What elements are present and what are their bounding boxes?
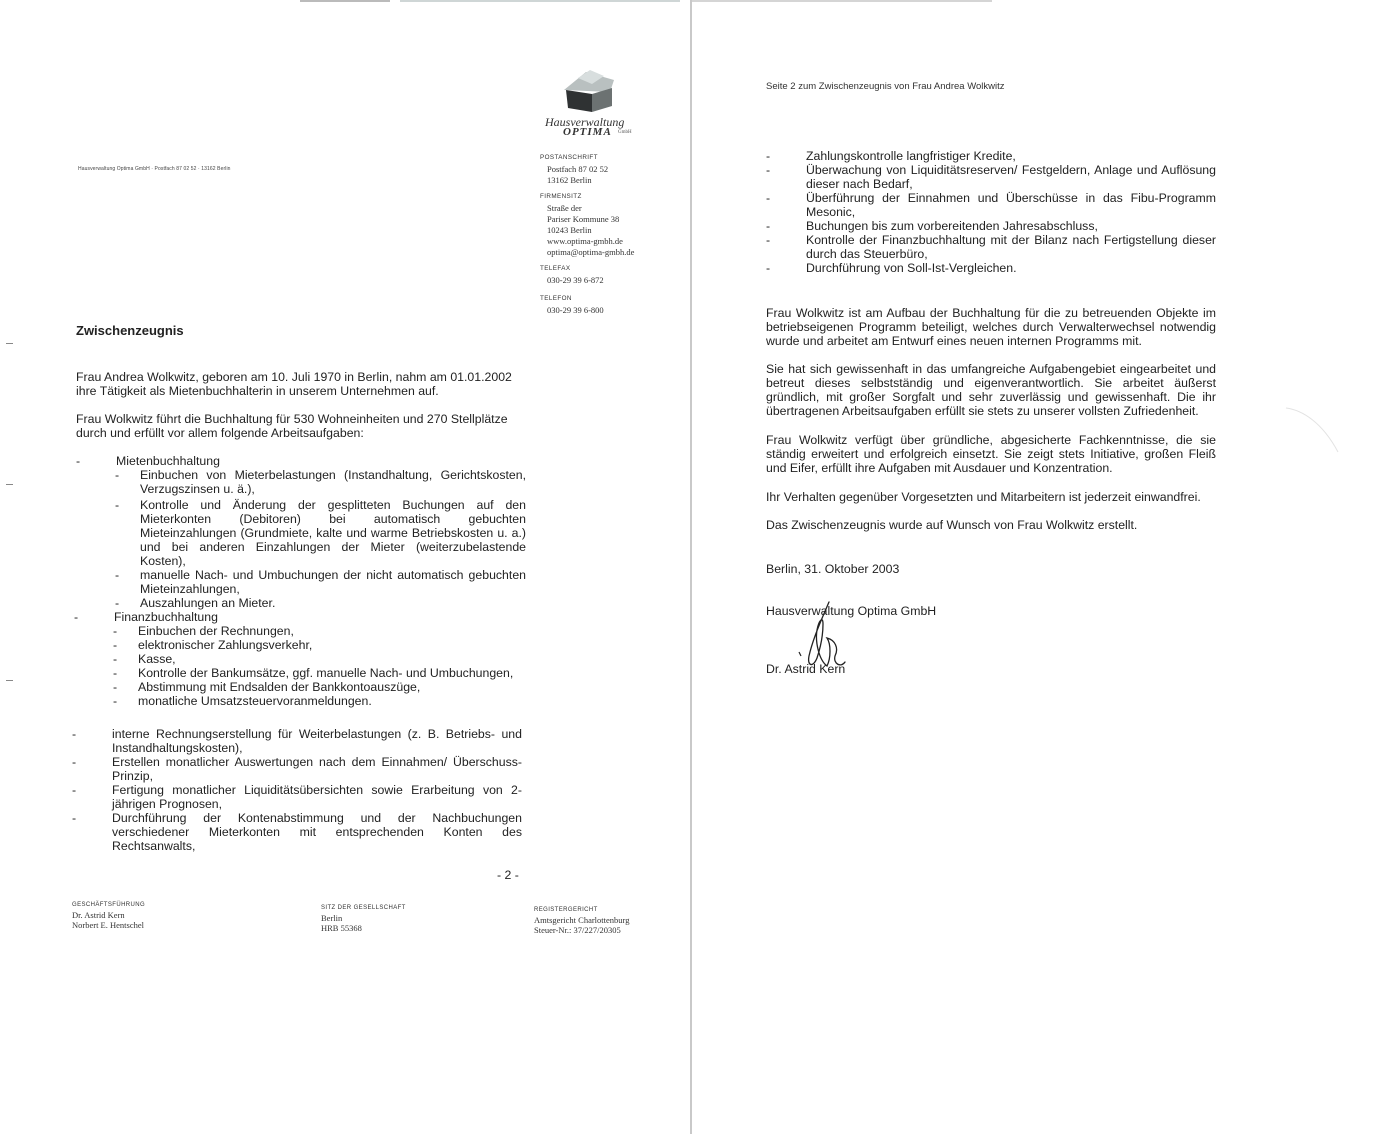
list-item xyxy=(115,498,526,568)
paragraph-development: Frau Wolkwitz ist am Aufbau der Buchhaltung für die zu betreuenden Objekte im betriebseigenen Programm beteiligt, welches durch Verwalterwechsel notwendig wurde und arbeitet am Entwurf eines neuen internen Programms mit. xyxy=(766,306,1216,348)
list-item-text: Kasse, xyxy=(138,652,176,666)
list-dash: - xyxy=(766,191,771,205)
continuation-header: Seite 2 zum Zwischenzeugnis von Frau Andrea Wolkwitz xyxy=(766,81,1005,92)
sender-line: Hausverwaltung Optima GmbH · Postfach 87 02 52 · 13162 Berlin xyxy=(78,166,231,172)
paragraph-conduct: Ihr Verhalten gegenüber Vorgesetzten und Mitarbeitern ist jederzeit einwandfrei. xyxy=(766,490,1201,504)
footer-label: SITZ DER GESELLSCHAFT xyxy=(321,905,406,911)
list-item-text: Kontrolle der Finanzbuchhaltung mit der Bilanz nach Fertigstellung dieser durch das Steuerbüro, xyxy=(806,233,1216,261)
list-item xyxy=(113,638,524,652)
list-dash: - xyxy=(766,149,771,163)
list-item-text: manuelle Nach- und Umbuchungen der nicht automatisch gebuchten Mieteinzahlungen, xyxy=(140,568,526,596)
list-dash: - xyxy=(113,652,118,666)
list-item-text: Überwachung von Liquiditätsreserven/ Festgeldern, Anlage und Auflösung dieser nach Bedarf, xyxy=(806,163,1216,191)
footer-line: Amtsgericht Charlottenburg xyxy=(534,915,630,925)
address-line: Straße der xyxy=(547,203,582,213)
list-item xyxy=(766,149,1216,163)
company-name: Hausverwaltung Optima GmbH xyxy=(766,604,937,618)
section-heading: Mietenbuchhaltung xyxy=(116,454,220,468)
firmensitz-label: FIRMENSITZ xyxy=(540,193,582,200)
section-finanzbuchhaltung xyxy=(74,610,524,708)
list-item xyxy=(766,219,1216,233)
list-item xyxy=(72,811,522,853)
letterhead-contact xyxy=(540,154,680,316)
list-item-text: interne Rechnungserstellung für Weiterbelastungen (z. B. Betriebs- und Instandhaltungskosten), xyxy=(112,727,522,755)
list-item xyxy=(113,652,524,666)
signatory-name: Dr. Astrid Kern xyxy=(766,662,846,676)
list-dash: - xyxy=(766,219,771,233)
address-line: Postfach 87 02 52 xyxy=(547,164,609,174)
list-dash: - xyxy=(115,498,120,512)
list-item-text: Zahlungskontrolle langfristiger Kredite, xyxy=(806,149,1016,163)
list-item xyxy=(72,783,522,811)
telefon-label: TELEFON xyxy=(540,295,572,302)
scan-edge xyxy=(692,0,992,2)
footer-label: REGISTERGERICHT xyxy=(534,907,598,913)
list-item xyxy=(766,163,1216,191)
list-item-text: Überführung der Einnahmen und Überschüsse in das Fibu-Programm Mesonic, xyxy=(806,191,1216,219)
footer-registered-office xyxy=(321,905,481,933)
list-item xyxy=(72,755,522,783)
website: www.optima-gmbh.de xyxy=(547,236,623,246)
telefax-label: TELEFAX xyxy=(540,265,571,272)
list-item xyxy=(72,727,522,755)
list-item xyxy=(766,191,1216,219)
list-item-text: Einbuchen von Mieterbelastungen (Instandhaltung, Gerichtskosten, Verzugszinsen u. ä.), xyxy=(140,468,526,496)
footer-line: HRB 55368 xyxy=(321,923,362,933)
list-dash: - xyxy=(113,624,118,638)
list-item-text: Buchungen bis zum vorbereitenden Jahresabschluss, xyxy=(806,219,1098,233)
list-dash: - xyxy=(115,568,120,582)
postanschrift-label: POSTANSCHRIFT xyxy=(540,154,598,161)
list-item-text: Erstellen monatlicher Auswertungen nach dem Einnahmen/ Überschuss-Prinzip, xyxy=(112,755,522,783)
paragraph-closing: Das Zwischenzeugnis wurde auf Wunsch von Frau Wolkwitz erstellt. xyxy=(766,518,1138,532)
list-item xyxy=(115,468,526,496)
footer-management xyxy=(72,902,232,930)
document-title: Zwischenzeugnis xyxy=(76,323,184,338)
list-item xyxy=(115,596,526,610)
logo-text-company: OPTIMA xyxy=(563,126,612,138)
list-dash: - xyxy=(74,610,79,624)
footer-line: Dr. Astrid Kern xyxy=(72,910,125,920)
email: optima@optima-gmbh.de xyxy=(547,247,635,257)
list-item xyxy=(766,233,1216,261)
list-dash: - xyxy=(115,468,120,482)
list-item-text: Kontrolle der Bankumsätze, ggf. manuelle Nach- und Umbuchungen, xyxy=(138,666,514,680)
logo-text-name: Hausverwaltung xyxy=(545,115,625,129)
list-item-text: Fertigung monatlicher Liquiditätsübersichten sowie Erarbeitung von 2-jährigen Prognosen, xyxy=(112,783,522,811)
list-dash: - xyxy=(113,638,118,652)
list-item-text: Einbuchen der Rechnungen, xyxy=(138,624,294,638)
list-item-text: Auszahlungen an Mieter. xyxy=(140,596,276,610)
footer-line: Norbert E. Hentschel xyxy=(72,920,144,930)
scan-mark xyxy=(6,484,13,485)
logo-text-suffix: GmbH xyxy=(618,130,632,135)
list-dash: - xyxy=(72,811,77,825)
list-item-text: elektronischer Zahlungsverkehr, xyxy=(138,638,313,652)
list-dash: - xyxy=(766,261,771,275)
address-line: 13162 Berlin xyxy=(547,175,592,185)
list-item xyxy=(113,624,524,638)
extra-task-list xyxy=(72,727,522,853)
footer-value xyxy=(534,915,684,935)
scan-edge xyxy=(300,0,390,2)
telefax-number: 030-29 39 6-872 xyxy=(547,275,604,285)
section-heading: Finanzbuchhaltung xyxy=(114,610,218,624)
footer-value xyxy=(321,913,481,933)
list-dash: - xyxy=(113,666,118,680)
footer-line: Berlin xyxy=(321,913,343,923)
telefon-number: 030-29 39 6-800 xyxy=(547,305,604,315)
list-item-text: Abstimmung mit Endsalden der Bankkontoauszüge, xyxy=(138,680,421,694)
footer-value xyxy=(72,910,232,930)
list-item xyxy=(113,694,524,708)
place-and-date: Berlin, 31. Oktober 2003 xyxy=(766,562,900,576)
list-item-text: monatliche Umsatzsteuervoranmeldungen. xyxy=(138,694,372,708)
lead-paragraph: Frau Wolkwitz führt die Buchhaltung für 530 Wohneinheiten und 270 Stellplätze durch und erfüllt vor allem folgende Arbeitsaufgaben: xyxy=(76,412,508,440)
list-item xyxy=(766,261,1216,275)
list-dash: - xyxy=(72,755,77,769)
list-dash: - xyxy=(72,727,77,741)
scan-mark xyxy=(6,680,13,681)
scan-edge xyxy=(400,0,680,2)
page-number: - 2 - xyxy=(497,868,519,882)
list-dash: - xyxy=(113,680,118,694)
list-item-text: Kontrolle und Änderung der gesplitteten Buchungen auf den Mieterkonten (Debitoren) bei automatisch gebuchten Mieteinzahlungen (Grundmiete, kalte und warme Betriebskosten u. a.) und bei anderen Einzahlungen der Mieter (weiterzubelastende Kosten), xyxy=(140,498,526,568)
list-item-text: Durchführung der Kontenabstimmung und der Nachbuchungen verschiedener Mieterkonten mit entsprechenden Konten des Rechtsanwalts, xyxy=(112,811,522,853)
list-item-text: Durchführung von Soll-Ist-Vergleichen. xyxy=(806,261,1017,275)
list-dash: - xyxy=(766,163,771,177)
list-item xyxy=(113,680,524,694)
paragraph-diligence: Sie hat sich gewissenhaft in das umfangreiche Aufgabengebiet eingearbeitet und betreut dieses selbstständig und eigenverantwortlich. Sie arbeitet äußerst gründlich, mit großer Sorgfalt und sehr zuverlässig und gewissenhaft. Die ihr übertragenen Arbeitsaufgaben erfüllt sie stets zu unserer vollsten Zufriedenheit. xyxy=(766,362,1216,418)
paragraph-expertise: Frau Wolkwitz verfügt über gründliche, abgesicherte Fachkenntnisse, die sie ständig erweitert und erfolgreich einsetzt. Sie zeigt stets Initiative, großen Fleiß und Eifer, erfüllt ihre Aufgaben mit Ausdauer und Konzentration. xyxy=(766,433,1216,475)
scan-mark xyxy=(6,343,13,344)
list-item xyxy=(115,568,526,596)
scan-artifact xyxy=(1282,402,1342,462)
address-line: Pariser Kommune 38 xyxy=(547,214,620,224)
list-dash: - xyxy=(76,454,81,468)
footer-line: Steuer-Nr.: 37/227/20305 xyxy=(534,925,621,935)
footer-register-court xyxy=(534,907,684,935)
list-dash: - xyxy=(115,596,120,610)
house-logo-icon xyxy=(560,68,620,114)
list-dash: - xyxy=(113,694,118,708)
postanschrift-address xyxy=(547,164,680,186)
firmensitz-address xyxy=(547,203,680,258)
company-logo xyxy=(560,68,620,114)
intro-paragraph: Frau Andrea Wolkwitz, geboren am 10. Juli 1970 in Berlin, nahm am 01.01.2002 ihre Tätigkeit als Mietenbuchhalterin in unserem Unternehmen auf. xyxy=(76,370,512,398)
address-line: 10243 Berlin xyxy=(547,225,592,235)
list-dash: - xyxy=(72,783,77,797)
list-item xyxy=(113,666,524,680)
continued-task-list xyxy=(766,149,1216,275)
footer-label: GESCHÄFTSFÜHRUNG xyxy=(72,902,146,908)
letter-page-2 xyxy=(692,0,1378,1134)
list-dash: - xyxy=(766,233,771,247)
section-mietenbuchhaltung xyxy=(76,454,526,610)
